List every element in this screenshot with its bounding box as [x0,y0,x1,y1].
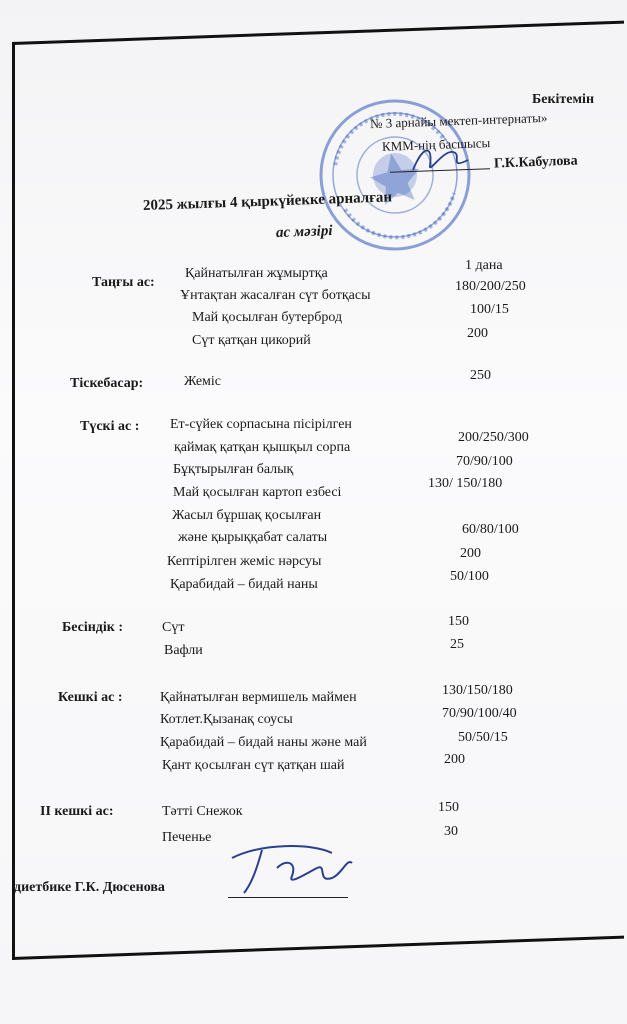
menu-item-name: Ет-сүйек сорпасына пісірілген [170,417,352,432]
menu-item-qty: 150 [438,800,459,815]
menu-item-qty: 60/80/100 [462,522,519,537]
page-title: 2025 жылғы 4 қыркүйекке арналған [142,189,393,214]
menu-item-name: Қайнатылған вермишель маймен [160,690,357,705]
director-signature [408,140,478,180]
menu-item-name: Жасыл бұршақ қосылған [172,508,322,523]
menu-item-name: Сүт [162,620,185,635]
menu-item-qty: 25 [450,637,464,652]
meal-label-second-dinner: ІІ кешкі ас: [40,804,114,819]
menu-item-name: Жеміс [184,374,222,389]
meal-label-breakfast: Таңғы ас: [92,275,155,290]
menu-item-name: және қырыққабат салаты [178,530,328,545]
menu-item-qty: 50/50/15 [458,730,508,745]
page-subtitle: ас мәзірі [275,223,333,241]
approval-line-2: КММ-нің басшысы [381,135,491,154]
menu-item-name: Қарабидай – бидай наны [170,577,318,592]
menu-item-name: Котлет.Қызанақ соусы [160,712,293,727]
menu-item-qty: 200/250/300 [458,430,529,445]
menu-item-name: қаймақ қатқан қышқыл сорпа [174,440,351,455]
menu-item-name: Ұнтақтан жасалған сүт ботқасы [180,288,371,303]
menu-item-qty: 30 [444,824,458,839]
menu-item-qty: 250 [470,368,491,383]
menu-item-qty: 200 [444,752,465,767]
menu-item-name: Бұқтырылған балық [173,462,294,477]
dietitian-name: диетбике Г.К. Дюсенова [14,880,165,895]
menu-item-qty: 70/90/100/40 [442,706,517,721]
menu-item-name: Тәтті Снежок [162,804,243,819]
meal-label-dinner: Кешкі ас : [58,690,123,705]
approval-line-1: № 3 арнайы мектеп-интернаты» [369,109,548,132]
menu-item-qty: 130/150/180 [442,683,513,698]
menu-item-name: Қайнатылған жұмыртқа [185,266,328,281]
menu-item-name: Печенье [162,830,212,845]
menu-item-qty: 70/90/100 [456,454,513,469]
menu-item-qty: 200 [460,546,481,561]
dietitian-signature [222,838,362,908]
menu-item-name: Кептірілген жеміс нәрсуы [167,554,322,569]
menu-item-qty: 150 [448,614,469,629]
approve-label: Бекітемін [532,92,595,107]
menu-item-qty: 180/200/250 [455,279,526,294]
menu-item-name: Қарабидай – бидай наны және май [160,735,367,750]
menu-item-name: Май қосылған картоп езбесі [173,485,342,500]
meal-label-afternoon: Бесіндік : [62,620,124,635]
menu-item-name: Вафли [164,643,203,658]
menu-item-name: Қант қосылған сүт қатқан шай [162,758,345,773]
meal-label-lunch: Түскі ас : [80,419,140,434]
meal-label-snack: Тіскебасар: [70,376,144,391]
director-name: Г.К.Кабулова [493,153,578,172]
menu-item-qty: 200 [467,326,488,341]
menu-item-qty: 100/15 [470,302,509,317]
menu-item-name: Май қосылған бутерброд [192,310,343,325]
menu-item-name: Сүт қатқан цикорий [192,333,311,348]
menu-item-qty: 50/100 [450,569,489,584]
menu-item-qty: 1 дана [465,258,503,273]
menu-item-qty: 130/ 150/180 [428,476,503,491]
